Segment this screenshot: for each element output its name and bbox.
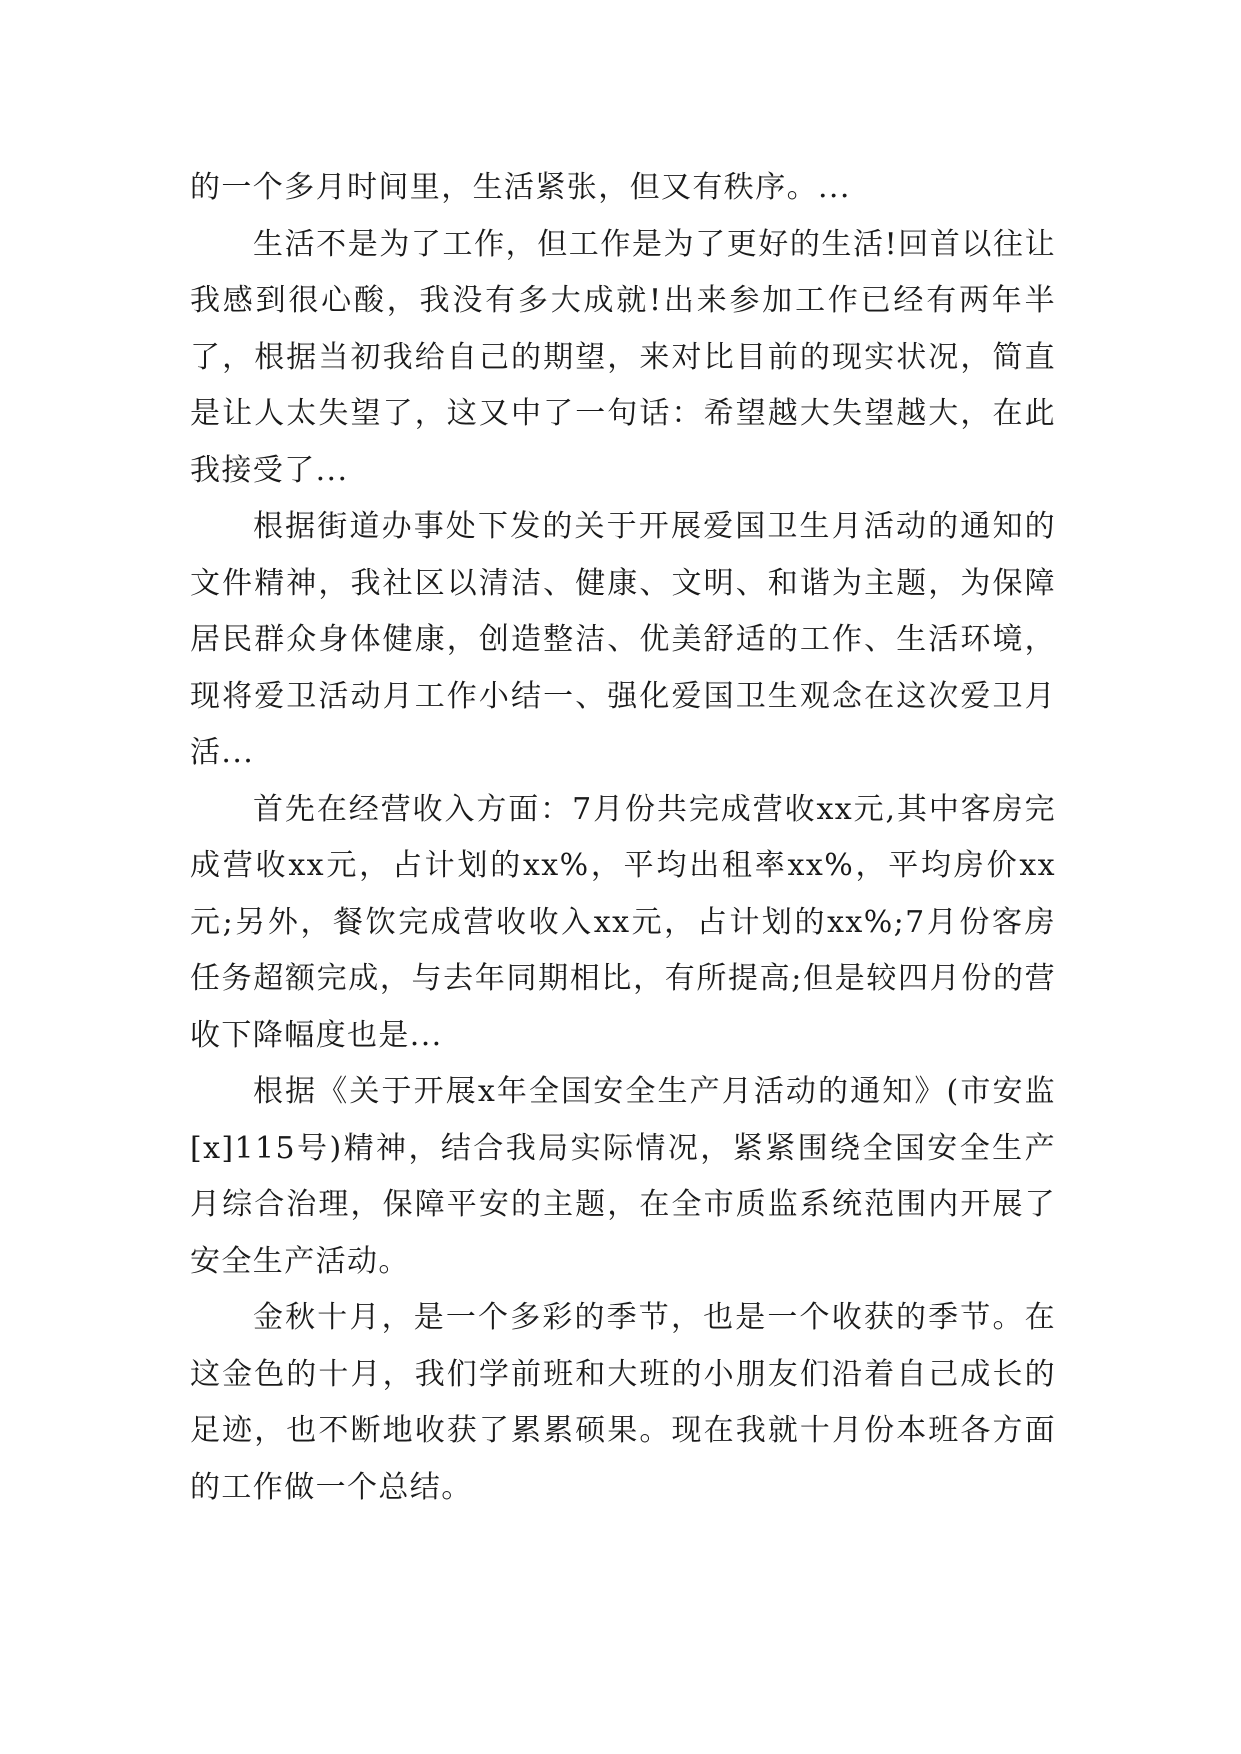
paragraph-revenue: 首先在经营收入方面：7月份共完成营收xx元,其中客房完成营收xx元，占计划的xx%，平均出租率xx%，平均房价xx元;另外，餐饮完成营收收入xx元，占计划的xx%;7月份客房任务超额完成，与去年同期相比，有所提高;但是较四月份的营收下降幅度也是... [190, 791, 1056, 1053]
paragraph-october-summary: 金秋十月，是一个多彩的季节，也是一个收获的季节。在这金色的十月，我们学前班和大班的小朋友们沿着自己成长的足迹，也不断地收获了累累硕果。现在我就十月份本班各方面的工作做一个总结。 [190, 1300, 1056, 1505]
paragraph-continuation: 的一个多月时间里，生活紧张，但又有秩序。... [190, 170, 851, 205]
document-body [190, 160, 1056, 1516]
paragraph-work-reflection: 生活不是为了工作，但工作是为了更好的生活!回首以往让我感到很心酸，我没有多大成就!出来参加工作已经有两年半了，根据当初我给自己的期望，来对比目前的现实状况，简直是让人太失望了，这又中了一句话：希望越大失望越大，在此我接受了... [190, 226, 1056, 488]
paragraph-health-month: 根据街道办事处下发的关于开展爱国卫生月活动的通知的文件精神，我社区以清洁、健康、文明、和谐为主题，为保障居民群众身体健康，创造整洁、优美舒适的工作、生活环境，现将爱卫活动月工作小结一、强化爱国卫生观念在这次爱卫月活... [190, 509, 1056, 770]
paragraph-safety-month: 根据《关于开展x年全国安全生产月活动的通知》(市安监[x]115号)精神，结合我局实际情况，紧紧围绕全国安全生产月综合治理，保障平安的主题，在全市质监系统范围内开展了安全生产活动。 [190, 1074, 1056, 1279]
